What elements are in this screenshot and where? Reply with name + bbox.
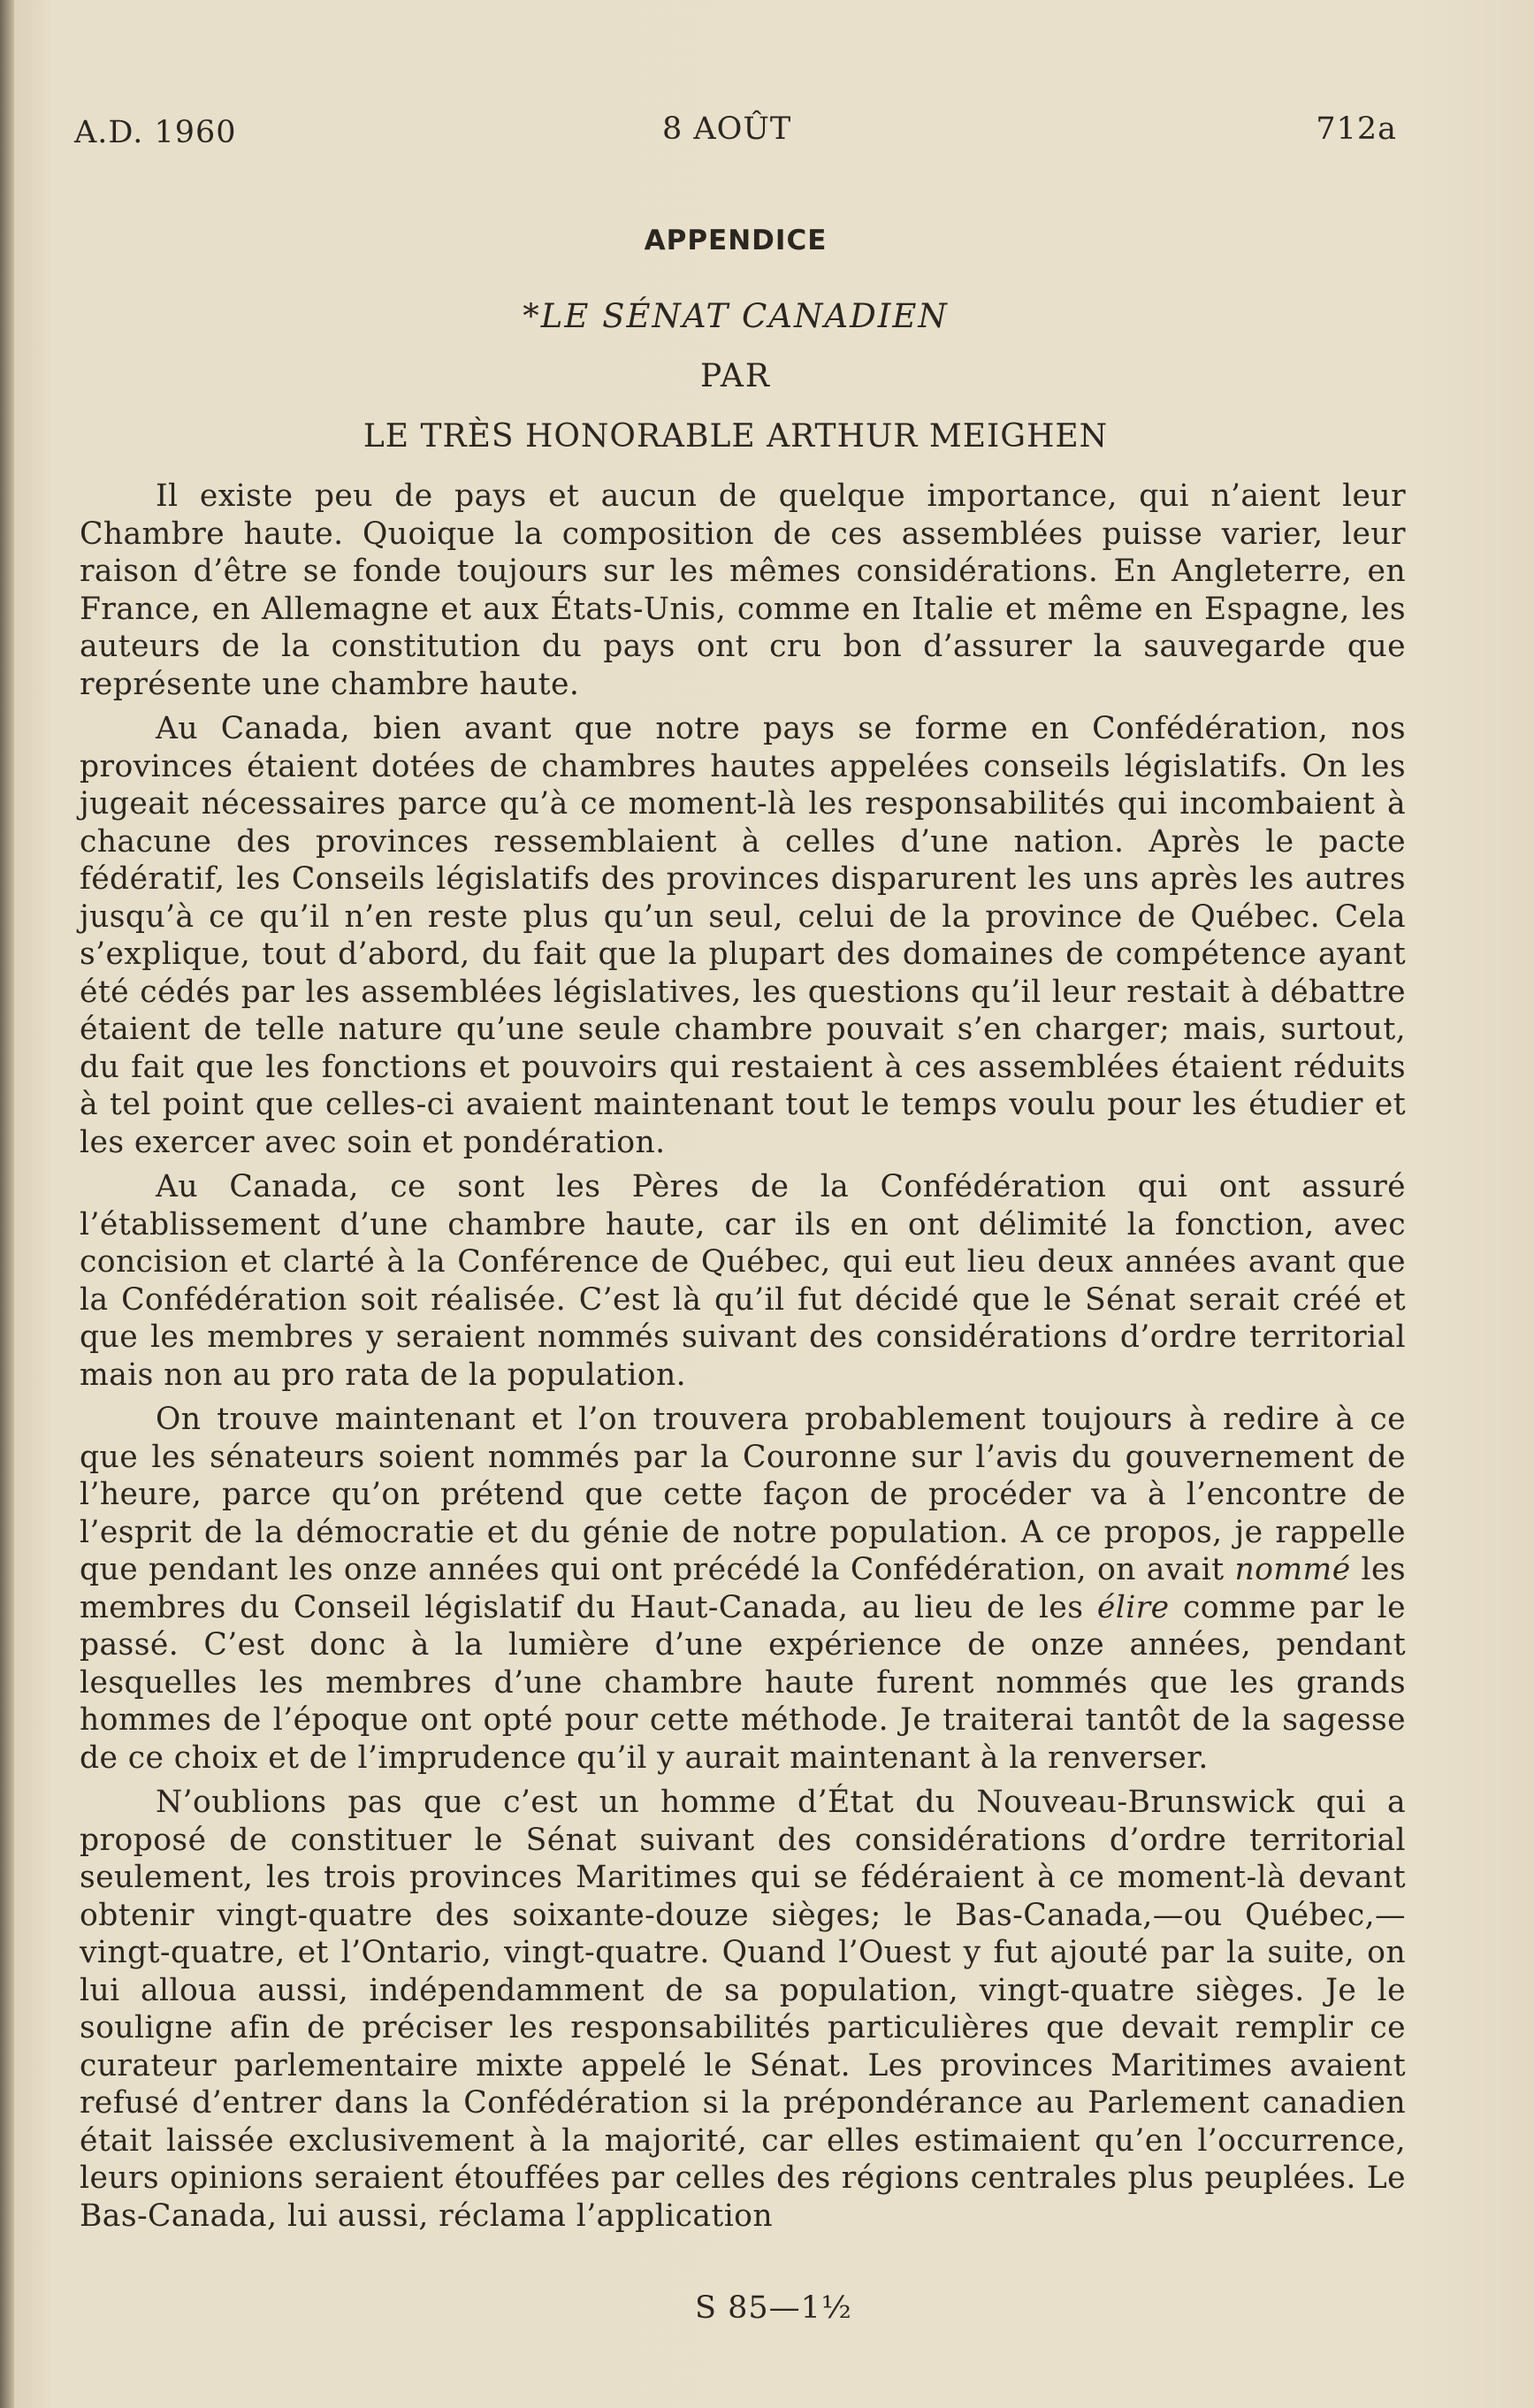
paragraph-2: Au Canada, bien avant que notre pays se forme en Confédération, nos provinces étaient dotées de chambres hautes appelées conseils législatifs. On les jugeait nécessaires parce qu’à ce moment-là les responsabilités qui incombaient à chacune des provinces ressemblaient à celles d’une nation. Après le pacte fédératif, les Conseils législatifs des provinces disparurent les uns après les autres jusqu’à ce qu’il n’en reste plus qu’un seul, celui de la province de Québec. Cela s’explique, tout d’abord, du fait que la plupart des domaines de compétence ayant été cédés par les assemblées législatives, les questions qu’il leur restait à débattre étaient de telle nature qu’une seule chambre pouvait s’en charger; mais, surtout, du fait que les fonctions et pouvoirs qui restaient à ces assemblées étaient réduits à tel point que celles-ci avaient maintenant tout le temps voulu pour les étudier et les exercer avec soin et pondération. [80, 711, 1406, 1160]
paragraph-3: Au Canada, ce sont les Pères de la Confédération qui ont assuré l’établissement d’une chambre haute, car ils en ont délimité la fonction, avec concision et clarté à la Conférence de Québec, qui eut lieu deux années avant que la Confédération soit réalisée. C’est là qu’il fut décidé que le Sénat serait créé et que les membres y seraient nommés suivant des considérations d’ordre territorial mais non au pro rata de la population. [80, 1169, 1406, 1393]
paragraph-4 [80, 1401, 1406, 1777]
paragraph-4-part-1: On trouve maintenant et l’on trouvera probablement toujours à redire à ce que les sénateurs soient nommés par la Couronne sur l’avis du gouvernement de l’heure, parce qu’on prétend que cette façon de procéder va à l’encontre de l’esprit de la démocratie et du génie de notre population. A ce propos, je rappelle que pendant les onze années qui ont précédé la Confédération, on avait [80, 1402, 1406, 1587]
title-block [74, 221, 1397, 458]
emphasis-nomme: nommé [1234, 1552, 1351, 1587]
emphasis-elire: élire [1096, 1589, 1170, 1625]
header-date: 8 AOÛT [662, 111, 792, 147]
byline-par: PAR [699, 358, 772, 394]
document-title: *LE SÉNAT CANADIEN [523, 297, 949, 335]
section-heading: APPENDICE [644, 225, 828, 256]
page-signature: S 85—1½ [695, 2290, 852, 2326]
author-name: LE TRÈS HONORABLE ARTHUR MEIGHEN [363, 418, 1109, 455]
running-header [74, 111, 1397, 156]
paragraph-1: Il existe peu de pays et aucun de quelque importance, qui n’aient leur Chambre haute. Quoique la composition de ces assemblées puisse varier, leur raison d’être se fonde toujours sur les mêmes considérations. En Angleterre, en France, en Allemagne et aux États-Unis, comme en Italie et même en Espagne, les auteurs de la constitution du pays ont cru bon d’assurer la sauvegarde que représente une chambre haute. [80, 478, 1406, 702]
body-text [80, 478, 1406, 2242]
paragraph-4-part-2: les membres du Conseil législatif du Haut-Canada, au lieu de les [80, 1552, 1407, 1625]
paragraph-5: N’oublions pas que c’est un homme d’État du Nouveau-Brunswick qui a proposé de constituer le Sénat suivant des considérations d’ordre territorial seulement, les trois provinces Maritimes qui se fédéraient à ce moment-là devant obtenir vingt-quatre des soixante-douze sièges; le Bas-Canada,—ou Québec,—vingt-quatre, et l’Ontario, vingt-quatre. Quand l’Ouest y fut ajouté par la suite, on lui alloua aussi, indépendamment de sa population, vingt-quatre sièges. Je le souligne afin de préciser les responsabilités particulières que devait remplir ce curateur parlementaire mixte appelé le Sénat. Les provinces Maritimes avaient refusé d’entrer dans la Confédération si la prépondérance au Parlement canadien était laissée exclusivement à la majorité, car elles estimaient qu’en l’occurrence, leurs opinions seraient étouffées par celles des régions centrales plus peuplées. Le Bas-Canada, lui aussi, réclama l’application [80, 1785, 1406, 2234]
header-year: A.D. 1960 [74, 115, 237, 150]
header-page-number: 712a [1316, 111, 1397, 147]
page-binding-edge [0, 0, 14, 2408]
paragraph-4-part-3: comme par le passé. C’est donc à la lumière d’une expérience de onze années, pendant lesquelles les membres d’une chambre haute furent nommés que les grands hommes de l’époque ont opté pour cette méthode. Je traiterai tantôt de la sagesse de ce choix et de l’imprudence qu’il y aurait maintenant à la renverser. [80, 1589, 1406, 1776]
